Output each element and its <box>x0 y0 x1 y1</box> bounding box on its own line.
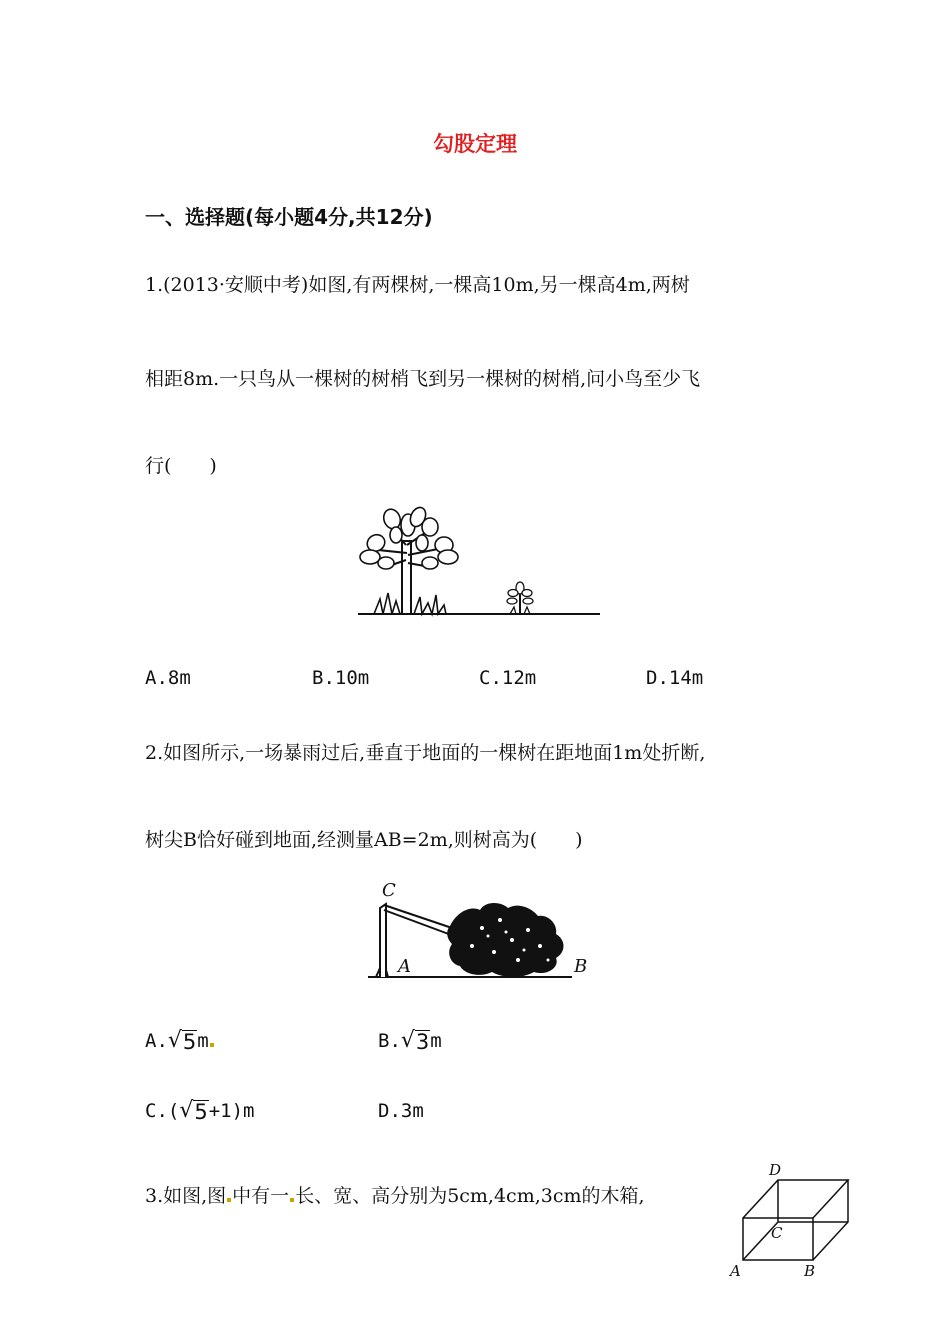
radicand: 5 <box>182 1030 197 1054</box>
q1-option-c: C.12m <box>479 667 537 689</box>
q2-option-a-prefix: A. <box>145 1030 168 1052</box>
q3-text-part3: 长、宽、高分别为5cm,4cm,3cm的木箱, <box>295 1185 645 1207</box>
label-a: A <box>730 1262 741 1280</box>
dot-mark <box>290 1198 294 1202</box>
q1-option-d: D.14m <box>646 667 704 689</box>
dot-mark <box>210 1043 214 1047</box>
label-c: C <box>771 1224 783 1242</box>
box-figure <box>726 1158 861 1282</box>
radicand: 3 <box>415 1030 430 1054</box>
sqrt-3-b <box>401 1030 430 1053</box>
sqrt-5-c <box>179 1100 208 1123</box>
sqrt-5-a <box>168 1030 197 1053</box>
label-b: B <box>574 956 588 977</box>
q2-option-a <box>145 1030 215 1053</box>
label-d: D <box>769 1161 782 1179</box>
two-trees-figure <box>350 505 605 620</box>
q1-option-a: A.8m <box>145 667 191 689</box>
q3-text-part2: 中有一 <box>232 1185 290 1207</box>
dot-mark <box>227 1198 231 1202</box>
q2-option-b-prefix: B. <box>378 1030 401 1052</box>
radical-icon: √ <box>179 1098 194 1123</box>
radical-icon: √ <box>400 1028 415 1053</box>
label-a: A <box>398 956 411 977</box>
broken-tree-figure <box>362 880 602 980</box>
q2-option-c-suffix: +1)m <box>208 1100 255 1122</box>
q1-text-line3: 行( ) <box>145 455 217 477</box>
q2-option-b <box>378 1030 442 1053</box>
q2-option-b-suffix: m <box>430 1030 442 1052</box>
radical-icon: √ <box>167 1028 182 1053</box>
q1-text-line1: 1.(2013·安顺中考)如图,有两棵树,一棵高10m,另一棵高4m,两树 <box>145 274 690 296</box>
q2-text-line2: 树尖B恰好碰到地面,经测量AB=2m,则树高为( ) <box>145 829 583 851</box>
label-b: B <box>804 1262 816 1280</box>
q2-option-d: D.3m <box>378 1100 424 1122</box>
page-title: 勾股定理 <box>433 132 517 156</box>
q2-option-a-suffix: m <box>197 1030 209 1052</box>
radicand: 5 <box>194 1100 208 1124</box>
label-c: C <box>382 880 396 901</box>
q1-text-line2: 相距8m.一只鸟从一棵树的树梢飞到另一棵树的树梢,问小鸟至少飞 <box>145 368 701 390</box>
q2-option-c <box>145 1100 255 1123</box>
q3-text-part1: 3.如图,图 <box>145 1185 227 1207</box>
section-heading: 一、选择题(每小题4分,共12分) <box>145 205 433 229</box>
q3-text <box>145 1181 645 1208</box>
q2-text-line1: 2.如图所示,一场暴雨过后,垂直于地面的一棵树在距地面1m处折断, <box>145 742 706 764</box>
q2-option-c-prefix: C.( <box>145 1100 180 1122</box>
q1-option-b: B.10m <box>312 667 370 689</box>
